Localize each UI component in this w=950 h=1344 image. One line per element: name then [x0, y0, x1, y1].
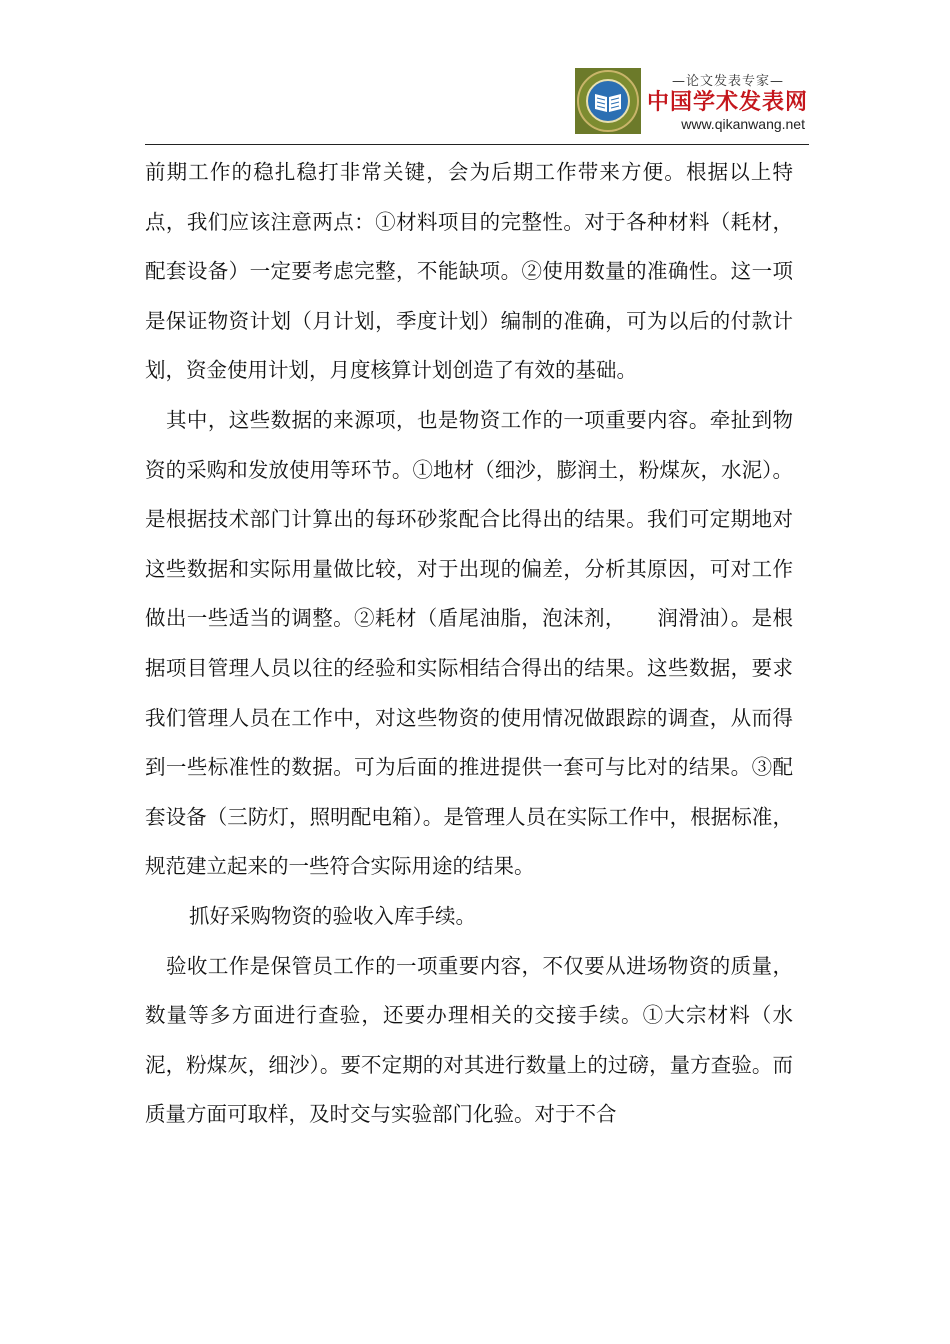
open-book-icon — [575, 68, 641, 134]
page-header — [145, 68, 809, 146]
logo-slogan: —论文发表专家— — [671, 74, 784, 89]
logo-brand-name: 中国学术发表网 — [647, 89, 809, 115]
header-divider — [145, 144, 809, 145]
body-paragraph: 前期工作的稳扎稳打非常关键，会为后期工作带来方便。根据以上特点，我们应该注意两点：①材料项目的完整性。对于各种材料（耗材，配套设备）一定要考虑完整，不能缺项。②使用数量的准确性。这一项是保证物资计划（月计划，季度计划）编制的准确，可为以后的付款计划，资金使用计划，月度核算计划创造了有效的基础。 — [145, 160, 793, 383]
site-logo[interactable] — [575, 68, 809, 134]
body-paragraph: 验收工作是保管员工作的一项重要内容，不仅要从进场物资的质量，数量等多方面进行查验，还要办理相关的交接手续。①大宗材料（水泥，粉煤灰，细沙）。要不定期的对其进行数量上的过磅，量方查验。而质量方面可取样，及时交与实验部门化验。对于不合 — [145, 953, 793, 1127]
logo-text-block — [641, 68, 809, 134]
body-paragraph: 其中，这些数据的来源项，也是物资工作的一项重要内容。牵扯到物资的采购和发放使用等环节。①地材（细沙，膨润土，粉煤灰，水泥）。是根据技术部门计算出的每环砂浆配合比得出的结果。我们可定期地对这些数据和实际用量做比较，对于出现的偏差，分析其原因，可对工作做出一些适当的调整。②耗材（盾尾油脂，泡沫剂， 润滑油）。是根据项目管理人员以往的经验和实际相结合得出的结果。这些数据，要求我们管理人员在工作中，对这些物资的使用情况做跟踪的调查，从而得到一些标准性的数据。可为后面的推进提供一套可与比对的结果。③配套设备（三防灯，照明配电箱）。是管理人员在实际工作中，根据标准，规范建立起来的一些符合实际用途的结果。 — [145, 407, 793, 879]
logo-url: www.qikanwang.net — [681, 116, 805, 132]
document-body — [145, 148, 793, 1140]
section-heading: 抓好采购物资的验收入库手续。 — [189, 903, 476, 928]
logo-seal — [575, 68, 641, 134]
